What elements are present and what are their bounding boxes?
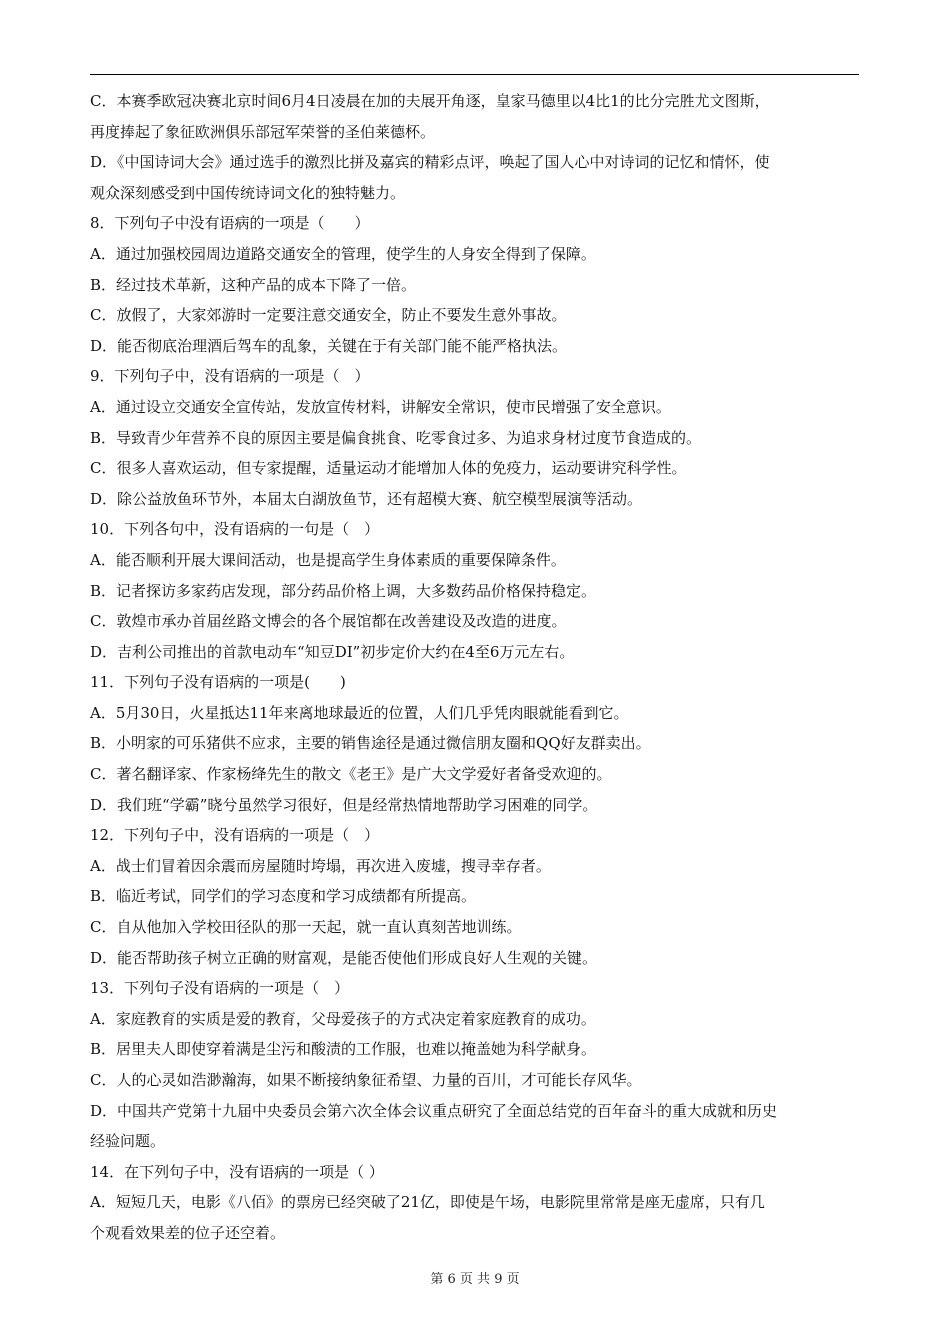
- option-line: B．小明家的可乐猪供不应求，主要的销售途径是通过微信朋友圈和QQ好友群卖出。: [90, 734, 651, 753]
- option-line: D．《中国诗词大会》通过选手的激烈比拼及嘉宾的精彩点评，唤起了国人心中对诗词的记忆和情怀，使: [90, 153, 770, 172]
- question-stem: 11．下列句子没有语病的一项是( ): [90, 673, 346, 692]
- option-line: 再度捧起了象征欧洲俱乐部冠军荣誉的圣伯莱德杯。: [90, 122, 436, 141]
- option-line: 个观看效果差的位子还空着。: [90, 1223, 286, 1242]
- header-rule: [90, 74, 859, 75]
- question-stem: 13．下列句子没有语病的一项是（ ）: [90, 979, 350, 998]
- option-line: C．放假了，大家郊游时一定要注意交通安全，防止不要发生意外事故。: [90, 306, 567, 325]
- option-line: D．能否彻底治理酒后驾车的乱象，关键在于有关部门能不能严格执法。: [90, 336, 568, 355]
- option-line: B．居里夫人即使穿着满是尘污和酸渍的工作服，也难以掩盖她为科学献身。: [90, 1040, 597, 1059]
- option-line: D．能否帮助孩子树立正确的财富观，是能否使他们形成良好人生观的关键。: [90, 948, 598, 967]
- option-line: D．吉利公司推出的首款电动车“知豆DI”初步定价大约在4至6万元左右。: [90, 642, 575, 661]
- question-stem: 8．下列句子中没有语病的一项是（ ）: [90, 214, 370, 233]
- option-line: C．敦煌市承办首届丝路文博会的各个展馆都在改善建设及改造的进度。: [90, 612, 567, 631]
- page-number: 第 6 页 共 9 页: [430, 1272, 520, 1287]
- question-stem: 12．下列句子中，没有语病的一项是（ ）: [90, 826, 380, 845]
- option-line: A．战士们冒着因余震而房屋随时垮塌，再次进入废墟，搜寻幸存者。: [90, 856, 551, 875]
- option-line: A．5月30日，火星抵达11年来离地球最近的位置，人们几乎凭肉眼就能看到它。: [90, 703, 629, 722]
- option-line: C．很多人喜欢运动，但专家提醒，适量运动才能增加人体的免疫力，运动要讲究科学性。: [90, 459, 687, 478]
- option-line: A．能否顺利开展大课间活动，也是提高学生身体素质的重要保障条件。: [90, 550, 566, 569]
- document-body: [90, 86, 859, 1249]
- option-line: C．本赛季欧冠决赛北京时间6月4日凌晨在加的夫展开角逐，皇家马德里以4比1的比分完胜尤文图斯，: [90, 92, 770, 110]
- option-line: C．人的心灵如浩渺瀚海，如果不断接纳象征希望、力量的百川，才可能长存风华。: [90, 1071, 642, 1089]
- option-line: C．著名翻译家、作家杨绛先生的散文《老王》是广大文学爱好者备受欢迎的。: [90, 765, 612, 784]
- option-line: A．通过设立交通安全宣传站，发放宣传材料，讲解安全常识，使市民增强了安全意识。: [90, 397, 671, 416]
- option-line: B．记者探访多家药店发现，部分药品价格上调，大多数药品价格保持稳定。: [90, 581, 597, 600]
- option-line: A．家庭教育的实质是爱的教育，父母爱孩子的方式决定着家庭教育的成功。: [90, 1009, 596, 1028]
- option-line: B．导致青少年营养不良的原因主要是偏食挑食、吃零食过多、为追求身材过度节食造成的。: [90, 428, 702, 447]
- option-line: D．我们班“学霸”晓兮虽然学习很好，但是经常热情地帮助学习困难的同学。: [90, 795, 598, 814]
- option-line: 观众深刻感受到中国传统诗词文化的独特魅力。: [90, 183, 406, 202]
- option-line: C．自从他加入学校田径队的那一天起，就一直认真刻苦地训练。: [90, 918, 522, 937]
- option-line: 经验问题。: [90, 1132, 166, 1151]
- option-line: B．经过技术革新，这种产品的成本下降了一倍。: [90, 275, 417, 294]
- question-stem: 10．下列各句中，没有语病的一句是（ ）: [90, 520, 380, 539]
- option-line: A．通过加强校园周边道路交通安全的管理，使学生的人身安全得到了保障。: [90, 244, 596, 263]
- option-line: B．临近考试，同学们的学习态度和学习成绩都有所提高。: [90, 887, 477, 906]
- question-stem: 9．下列句子中，没有语病的一项是（ ）: [90, 367, 370, 386]
- option-line: A．短短几天，电影《八佰》的票房已经突破了21亿，即使是午场，电影院里常常是座无虚席，只有几: [90, 1193, 765, 1212]
- question-stem: 14．在下列句子中，没有语病的一项是（ ）: [90, 1162, 384, 1181]
- option-line: D．除公益放鱼环节外，本届太白湖放鱼节，还有超模大赛、航空模型展演等活动。: [90, 489, 643, 508]
- option-line: D．中国共产党第十九届中央委员会第六次全体会议重点研究了全面总结党的百年奋斗的重大成就和历史: [90, 1101, 778, 1120]
